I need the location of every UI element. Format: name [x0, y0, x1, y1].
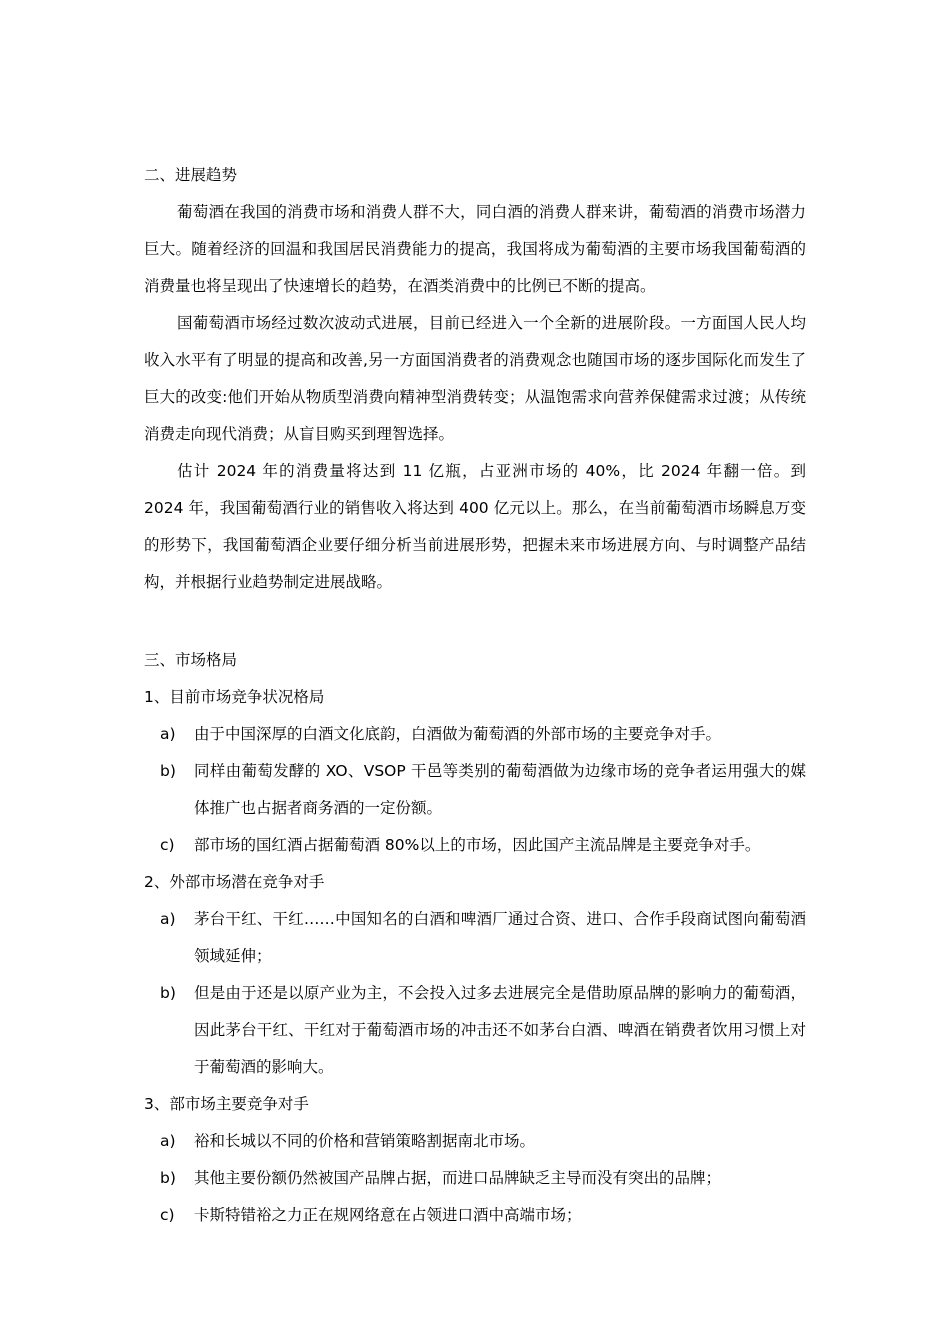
list-marker: c)	[160, 836, 175, 854]
list-marker: b)	[160, 762, 176, 780]
section-heading-trends: 二、进展趋势	[144, 166, 238, 184]
list-item-text: 同样由葡萄发酵的 XO、VSOP 干邑等类别的葡萄酒做为边缘市场的竞争者运用强大的媒体推广也占据者商务酒的一定份额。	[194, 762, 806, 817]
list-item	[144, 1160, 806, 1197]
list-item	[144, 901, 806, 975]
list-item-text: 但是由于还是以原产业为主，不会投入过多去进展完全是借助原品牌的影响力的葡萄酒，因此茅台干红、干红对于葡萄酒市场的冲击还不如茅台白酒、啤酒在销费者饮用习惯上对于葡萄酒的影响大。	[194, 984, 806, 1076]
list-item-text: 裕和长城以不同的价格和营销策略割据南北市场。	[194, 1132, 536, 1150]
list-item-text: 由于中国深厚的白酒文化底韵，白酒做为葡萄酒的外部市场的主要竞争对手。	[194, 725, 722, 743]
list-item-text: 其他主要份额仍然被国产品牌占据，而进口品牌缺乏主导而没有突出的品牌；	[194, 1169, 722, 1187]
subsection-heading: 3、部市场主要竞争对手	[144, 1095, 309, 1113]
list-marker: a)	[160, 910, 176, 928]
document-body	[144, 157, 806, 1234]
paragraph: 葡萄酒在我国的消费市场和消费人群不大，同白酒的消费人群来讲，葡萄酒的消费市场潜力巨大。随着经济的回温和我国居民消费能力的提高，我国将成为葡萄酒的主要市场我国葡萄酒的消费量也将呈现出了快速增长的趋势，在酒类消费中的比例已不断的提高。	[144, 203, 806, 295]
list-marker: c)	[160, 1206, 175, 1224]
list-item	[144, 753, 806, 827]
list-marker: a)	[160, 725, 176, 743]
list-item-text: 卡斯特错裕之力正在规网络意在占领进口酒中高端市场；	[194, 1206, 582, 1224]
section-spacer	[144, 601, 806, 638]
list-item	[144, 1197, 806, 1234]
list-item-text: 部市场的国红酒占据葡萄酒 80%以上的市场，因此国产主流品牌是主要竞争对手。	[194, 836, 761, 854]
paragraph: 估计 2024 年的消费量将达到 11 亿瓶，占亚洲市场的 40%，比 2024 年翻一倍。到 2024 年，我国葡萄酒行业的销售收入将达到 400 亿元以上。那么，在当前葡萄酒市场瞬息万变的形势下，我国葡萄酒企业要仔细分析当前进展形势，把握未来市场进展方向、与时调整产品结构，并根据行业趋势制定进展战略。	[144, 462, 806, 591]
list-item	[144, 975, 806, 1086]
paragraph: 国葡萄酒市场经过数次波动式进展，目前已经进入一个全新的进展阶段。一方面国人民人均收入水平有了明显的提高和改善,另一方面国消费者的消费观念也随国市场的逐步国际化而发生了巨大的改变:他们开始从物质型消费向精神型消费转变；从温饱需求向营养保健需求过渡；从传统消费走向现代消费；从盲目购买到理智选择。	[144, 314, 806, 443]
list-marker: b)	[160, 1169, 176, 1187]
list-item	[144, 1123, 806, 1160]
section-heading-market: 三、市场格局	[144, 651, 238, 669]
list-item-text: 茅台干红、干红……中国知名的白酒和啤酒厂通过合资、进口、合作手段商试图向葡萄酒领域延伸；	[194, 910, 806, 965]
list-item	[144, 716, 806, 753]
subsection-heading: 1、目前市场竞争状况格局	[144, 688, 325, 706]
list-marker: a)	[160, 1132, 176, 1150]
subsection-heading: 2、外部市场潜在竞争对手	[144, 873, 325, 891]
list-item	[144, 827, 806, 864]
list-marker: b)	[160, 984, 176, 1002]
